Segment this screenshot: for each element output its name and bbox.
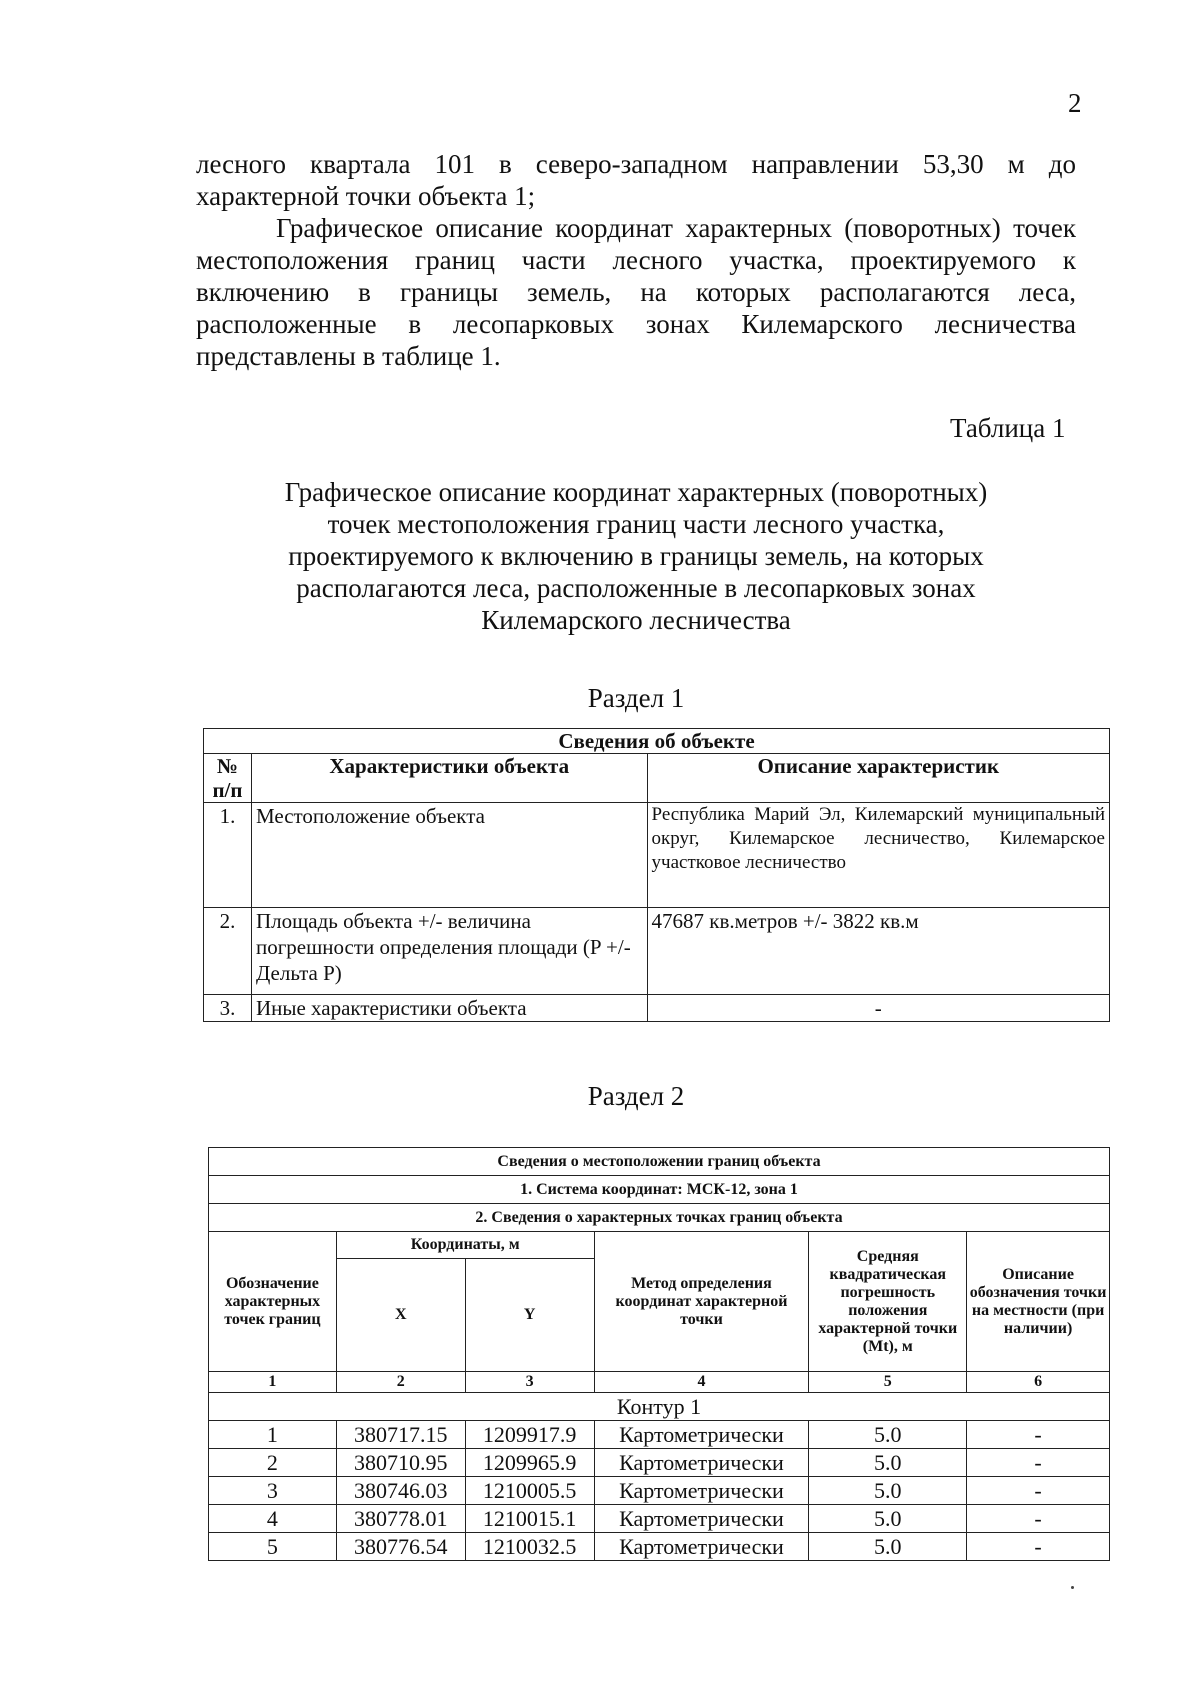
point-id: 5 <box>209 1533 337 1561</box>
note: - <box>967 1505 1110 1533</box>
table-row <box>209 1505 1110 1533</box>
error: 5.0 <box>809 1449 967 1477</box>
point-id: 4 <box>209 1505 337 1533</box>
column-header-number: № п/п <box>204 754 252 803</box>
table-row <box>209 1421 1110 1449</box>
point-id: 1 <box>209 1421 337 1449</box>
coord-y: 1210032.5 <box>465 1533 594 1561</box>
column-header-method: Метод определения координат характерной точки <box>594 1232 809 1372</box>
point-id: 3 <box>209 1477 337 1505</box>
coord-y: 1209965.9 <box>465 1449 594 1477</box>
section-1-title: Раздел 1 <box>587 683 685 713</box>
method: Картометрически <box>594 1477 809 1505</box>
row-description: Республика Марий Эл, Килемарский муниципальный округ, Килемарское лесничество, Килемарское участковое лесничество <box>647 803 1109 908</box>
table-title-line: Килемарского лесничества <box>481 605 791 635</box>
coord-x: 380778.01 <box>336 1505 465 1533</box>
object-info-table <box>203 728 1110 1022</box>
column-header-note: Описание обозначения точки на местности (при наличии) <box>967 1232 1110 1372</box>
coord-x: 380746.03 <box>336 1477 465 1505</box>
coord-x: 380776.54 <box>336 1533 465 1561</box>
column-numbers-row <box>209 1372 1110 1393</box>
table-title-line: точек местоположения границ части лесного участка, <box>327 509 945 539</box>
column-header-coordinates: Координаты, м <box>336 1232 594 1259</box>
contour-label: Контур 1 <box>209 1393 1110 1421</box>
points-header: 2. Сведения о характерных точках границ объекта <box>209 1204 1110 1232</box>
method: Картометрически <box>594 1505 809 1533</box>
table-title-line: Графическое описание координат характерных (поворотных) <box>284 477 988 507</box>
method: Картометрически <box>594 1421 809 1449</box>
row-description: 47687 кв.метров +/- 3822 кв.м <box>647 908 1109 995</box>
error: 5.0 <box>809 1505 967 1533</box>
row-number: 2. <box>204 908 252 995</box>
column-header-x: X <box>336 1259 465 1372</box>
method: Картометрически <box>594 1449 809 1477</box>
table-title <box>196 476 1076 636</box>
scan-speck <box>1071 1586 1074 1589</box>
table-title-line: располагаются леса, расположенные в лесопарковых зонах <box>296 573 976 603</box>
section-2-title: Раздел 2 <box>587 1081 685 1111</box>
boundary-header: Сведения о местоположении границ объекта <box>209 1148 1110 1176</box>
table-row <box>204 908 1110 995</box>
point-id: 2 <box>209 1449 337 1477</box>
table-row <box>209 1477 1110 1505</box>
table-row <box>209 1533 1110 1561</box>
error: 5.0 <box>809 1421 967 1449</box>
note: - <box>967 1477 1110 1505</box>
row-characteristic: Площадь объекта +/- величина погрешности определения площади (P +/-Дельта P) <box>251 908 647 995</box>
column-header-error: Средняя квадратическая погрешность положения характерной точки (Mt), м <box>809 1232 967 1372</box>
column-header-description: Описание характеристик <box>647 754 1109 803</box>
coord-y: 1209917.9 <box>465 1421 594 1449</box>
method: Картометрически <box>594 1533 809 1561</box>
row-characteristic: Иные характеристики объекта <box>251 995 647 1022</box>
table-row <box>204 803 1110 908</box>
table-row <box>209 1449 1110 1477</box>
coord-y: 1210015.1 <box>465 1505 594 1533</box>
column-number: 1 <box>209 1372 337 1393</box>
column-number: 3 <box>465 1372 594 1393</box>
row-characteristic: Местоположение объекта <box>251 803 647 908</box>
note: - <box>967 1421 1110 1449</box>
table-title-line: проектируемого к включению в границы земель, на которых <box>288 541 984 571</box>
table-row <box>204 995 1110 1022</box>
note: - <box>967 1449 1110 1477</box>
column-number: 6 <box>967 1372 1110 1393</box>
column-number: 4 <box>594 1372 809 1393</box>
coord-x: 380710.95 <box>336 1449 465 1477</box>
paragraph-continuation: лесного квартала 101 в северо-западном направлении 53,30 м до характерной точки объекта 1; <box>196 149 1076 211</box>
coordinate-system-header: 1. Система координат: МСК-12, зона 1 <box>209 1176 1110 1204</box>
row-description: - <box>647 995 1109 1022</box>
object-info-header: Сведения об объекте <box>204 729 1110 754</box>
row-number: 1. <box>204 803 252 908</box>
column-number: 5 <box>809 1372 967 1393</box>
coord-x: 380717.15 <box>336 1421 465 1449</box>
column-header-y: Y <box>465 1259 594 1372</box>
error: 5.0 <box>809 1533 967 1561</box>
column-header-characteristic: Характеристики объекта <box>251 754 647 803</box>
coord-y: 1210005.5 <box>465 1477 594 1505</box>
error: 5.0 <box>809 1477 967 1505</box>
paragraph-description: Графическое описание координат характерных (поворотных) точек местоположения границ части лесного участка, проектируемого к включению в границы земель, на которых располагаются леса, расположенные в лесопарковых зонах Килемарского лесничества представлены в таблице 1. <box>196 213 1076 371</box>
column-header-point: Обозначение характерных точек границ <box>209 1232 337 1372</box>
note: - <box>967 1533 1110 1561</box>
column-number: 2 <box>336 1372 465 1393</box>
boundary-points-table <box>208 1147 1110 1561</box>
table-label: Таблица 1 <box>950 413 1066 443</box>
page-number: 2 <box>1068 88 1082 118</box>
row-number: 3. <box>204 995 252 1022</box>
